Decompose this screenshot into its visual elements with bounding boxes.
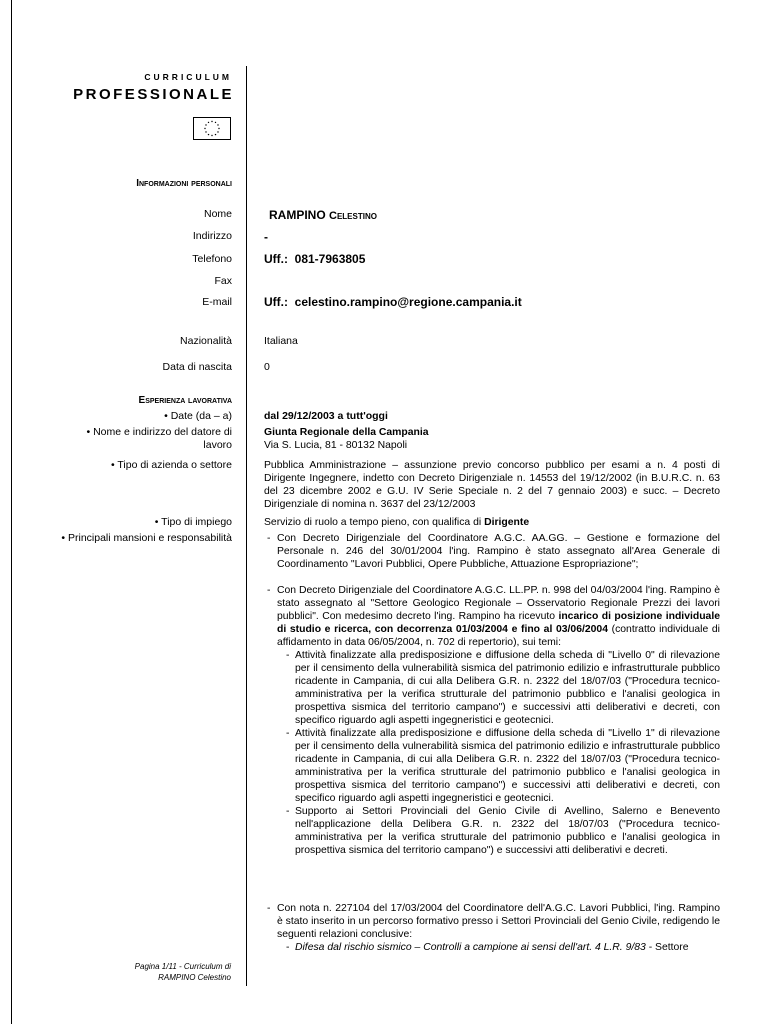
employment-text: Servizio di ruolo a tempo pieno, con qualifica di <box>264 517 485 528</box>
duties-block-1 <box>264 532 720 571</box>
duty-subitem: - Supporto ai Settori Provinciali del Genio Civile di Avellino, Salerno e Benevento nell'applicazione della Delibera G.R. n. 2322 del 18/07/03 ("Procedura tecnico-amministrativa per la verifica strutturale del patrimonio pubblico e l'analisi geologica in prospettiva sismica del territorio campano") e successivi atti deliberativi e decreti. <box>264 805 720 857</box>
label-employer-line1: • Nome e indirizzo del datore di <box>86 426 232 438</box>
duties-block-3 <box>264 902 720 954</box>
label-nationality: Nazionalità <box>180 335 232 347</box>
duty-text: - Settore <box>645 942 689 953</box>
page-footer <box>60 961 231 983</box>
label-birth-date: Data di nascita <box>162 361 232 373</box>
duty-text: Con Decreto Dirigenziale del Coordinatore A.G.C. LL.PP. n. 998 del 04/03/2004 l'ing. Rampino è stato assegnato al "Settore Geologico Regionale – Osservatorio Regionale Prezzi dei lavori pubblici". Con medesimo decreto l'ing. Rampino ha ricevuto <box>277 585 720 622</box>
employer-address: Via S. Lucia, 81 - 80132 Napoli <box>264 440 408 451</box>
label-fax: Fax <box>214 275 232 287</box>
employment-role: Dirigente <box>484 517 530 528</box>
cv-title-small: CURRICULUM <box>144 72 232 82</box>
duty-subitem: - Attività finalizzate alla predisposizione e diffusione della scheda di "Livello 0" di rilevazione per il censimento della vulnerabilità sismica del patrimonio edilizio e infrastrutturale pubblico ricadente in Campania, di cui alla Delibera G.R. n. 2322 del 18/07/03 ("Procedura tecnico-amministrativa per la verifica strutturale del patrimonio pubblico e l'analisi geologica in prospettiva sismica del territorio campano") e successivi atti deliberativi e decreti, con specifico riguardo agli aspetti ingegneristici e geotecnici. <box>264 649 720 727</box>
section-title-personal: Informazioni personali <box>136 178 232 189</box>
eu-stars-icon <box>194 118 230 139</box>
surname: RAMPINO <box>269 208 326 222</box>
duties-block-2 <box>264 584 720 857</box>
section-title-experience: Esperienza lavorativa <box>138 395 232 406</box>
employer-name: Giunta Regionale della Campania <box>264 427 429 438</box>
duty-item: - Con Decreto Dirigenziale del Coordinatore A.G.C. AA.GG. – Gestione e formazione del Personale n. 246 del 30/01/2004 l'ing. Rampino è stato assegnato all'Area Generale di Coordinamento "Lavori Pubblici, Opere Pubbliche, Attuazione Espropriazione"; <box>264 532 720 571</box>
footer-line2: RAMPINO Celestino <box>158 973 231 982</box>
label-sector: • Tipo di azienda o settore <box>110 459 232 471</box>
label-email: E-mail <box>202 296 232 308</box>
value-phone: Uff.: 081-7963805 <box>264 252 366 266</box>
label-phone: Telefono <box>192 253 232 265</box>
page-margin-line <box>11 0 12 1024</box>
value-employment-type <box>264 516 720 529</box>
label-employment-type: • Tipo di impiego <box>154 516 232 528</box>
label-employer-line2: lavoro <box>203 439 232 451</box>
label-address: Indirizzo <box>192 230 232 242</box>
cv-title-big: PROFESSIONALE <box>73 86 234 103</box>
label-employer <box>0 426 232 452</box>
value-nationality: Italiana <box>264 335 298 347</box>
value-dates: dal 29/12/2003 a tutt'oggi <box>264 410 388 422</box>
value-employer <box>264 426 720 452</box>
duty-item <box>264 584 720 649</box>
duty-subitem <box>264 941 720 954</box>
footer-line1: Pagina 1/11 - Curriculum di <box>134 962 231 971</box>
duty-subitem: - Attività finalizzate alla predisposizione e diffusione della scheda di "Livello 1" di rilevazione per il censimento della vulnerabilità sismica del patrimonio edilizio e infrastrutturale pubblico ricadente in Campania, di cui alla Delibera G.R. n. 2322 del 18/07/03 ("Procedura tecnico-amministrativa per la verifica strutturale del patrimonio pubblico e l'analisi geologica in prospettiva sismica del territorio campano") e successivi atti deliberativi e decreti, con specifico riguardo agli aspetti ingegneristici e geotecnici. <box>264 727 720 805</box>
value-birth-date: 0 <box>264 361 270 373</box>
value-name <box>269 208 377 222</box>
label-dates: • Date (da – a) <box>164 410 232 422</box>
duty-italic: Difesa dal rischio sismico – Controlli a campione ai sensi dell'art. 4 L.R. 9/83 <box>295 942 646 953</box>
duty-bold: incarico di posizione individuale di studio e ricerca, con decorrenza 01/03/2004 e fino al 03/06/2004 <box>277 611 721 635</box>
label-duties: • Principali mansioni e responsabilità <box>61 532 232 544</box>
value-sector: Pubblica Amministrazione – assunzione previo concorso pubblico per esami a n. 4 posti di Dirigente Ingegnere, indetto con Decreto Dirigenziale n. 14553 del 19/12/2002 (in B.U.R.C. n. 63 del 23 dicembre 2002 e G.U. IV Serie Speciale n. 2 del 7 gennaio 2003) e succ. – Decreto Dirigenziale di nomina n. 3637 del 23/12/2003 <box>264 460 720 510</box>
eu-flag-logo <box>193 117 231 140</box>
value-address: - <box>264 230 268 244</box>
column-divider <box>246 66 247 986</box>
firstname: Celestino <box>329 210 377 222</box>
duty-item: - Con nota n. 227104 del 17/03/2004 del Coordinatore dell'A.G.C. Lavori Pubblici, l'ing. Rampino è stato inserito in un percorso formativo presso i Settori Provinciali del Genio Civile, redigendo le seguenti relazioni conclusive: <box>264 902 720 941</box>
duty-text: (contratto individuale di affidamento in data 06/05/2004, n. 702 di repertorio), sui temi: <box>277 624 720 648</box>
value-email: Uff.: celestino.rampino@regione.campania.it <box>264 295 522 309</box>
label-name: Nome <box>203 208 232 220</box>
